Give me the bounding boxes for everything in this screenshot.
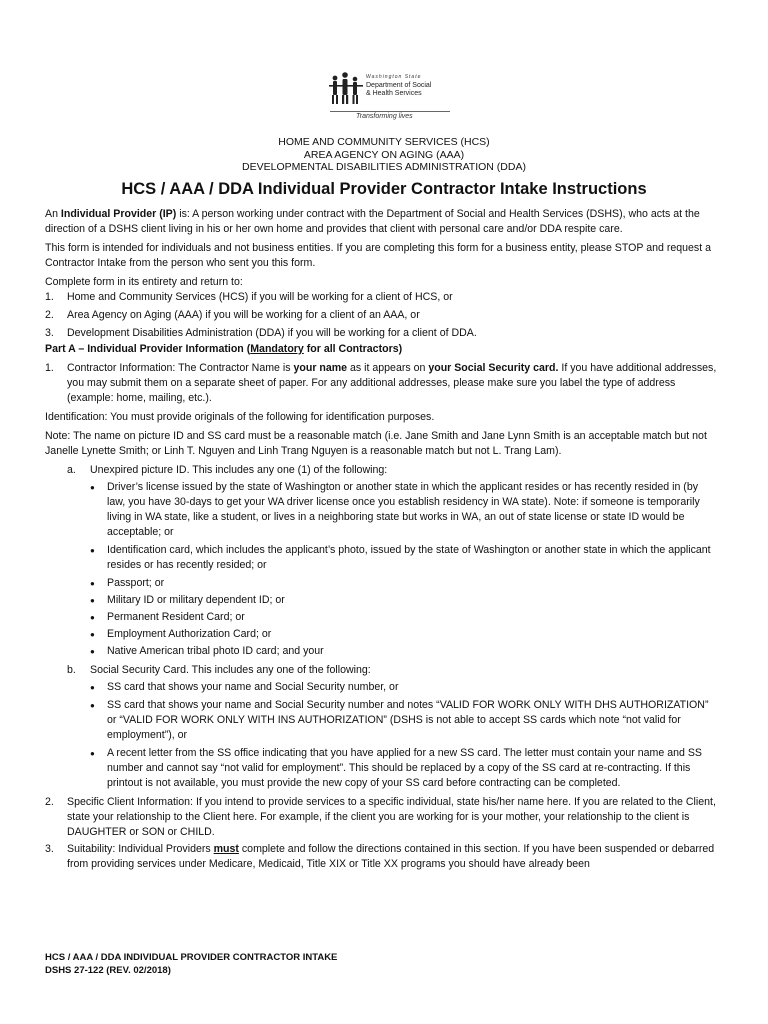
family-figures-icon: [328, 70, 364, 106]
intended-paragraph: This form is intended for individuals and not business entities. If you are completing this form for a business entity, please STOP and request a Contractor Intake from the person who sent you this form.: [45, 242, 711, 269]
picture-id-list: [45, 480, 717, 659]
suitability-item: 3. Suitability: Individual Providers must complete and follow the directions contained in this section. If you have been suspended or debarred from providing services under Medicare, Medicaid, Title XIX or Title XX programs you should have already been: [45, 843, 715, 870]
agency-line: HOME AND COMMUNITY SERVICES (HCS): [278, 136, 490, 148]
list-item: ● Employment Authorization Card; or: [90, 627, 717, 642]
complete-intro: Complete form in its entirety and return to:: [45, 276, 243, 288]
agency-line: DEVELOPMENTAL DISABILITIES ADMINISTRATION (DDA): [242, 161, 526, 173]
specific-client-item: 2. Specific Client Information: If you intend to provide services to a specific individual, state his/her name here. If you are related to the Client, state your relationship to the Client here. For example, if the client you are working for is your mother, your relationship to the client is DAUGHTER or SON or CHILD.: [45, 796, 716, 838]
list-item: ● Passport; or: [90, 576, 717, 591]
list-item: ● SS card that shows your name and Social Security number and notes “VALID FOR WORK ONLY WITH DHS AUTHORIZATION” or “VALID FOR WORK ONLY WITH INS AUTHORIZATION” (DSHS is not able to accept SS cards which note “not valid for employment”), or: [90, 698, 717, 743]
list-item: ● Native American tribal photo ID card; and your: [90, 644, 717, 659]
page-footer: [45, 952, 337, 977]
logo-divider: [330, 111, 450, 112]
document-title: HCS / AAA / DDA Individual Provider Contractor Intake Instructions: [121, 180, 647, 198]
picture-id-subitem: a. Unexpired picture ID. This includes any one (1) of the following:: [67, 464, 388, 476]
logo-state-text: Washington State: [366, 74, 422, 80]
dshs-logo: [326, 68, 456, 124]
ip-definition: An Individual Provider (IP) is: A person working under contract with the Department of Social and Health Services (DSHS), who acts at the direction of a DSHS client living in his or her own home and provides that client with personal care and/or DDA respite care.: [45, 208, 700, 235]
ss-card-list: [45, 680, 717, 791]
ss-card-subitem: b. Social Security Card. This includes any one of the following:: [67, 664, 371, 676]
list-item: 2. Area Agency on Aging (AAA) if you will be working for a client of an AAA, or: [45, 309, 420, 321]
identification-text: Identification: You must provide originals of the following for identification purposes.: [45, 411, 435, 423]
agency-line: AREA AGENCY ON AGING (AAA): [303, 148, 465, 161]
footer-form-title: HCS / AAA / DDA INDIVIDUAL PROVIDER CONTRACTOR INTAKE: [45, 952, 338, 963]
list-item: ● A recent letter from the SS office indicating that you have applied for a new SS card. The letter must contain your name and SS number and cannot say “not valid for employment”. This should be replaced by a copy of the SS card at re-contracting. If this printout is not available, you must provide the new copy of your SS card before contracting can be completed.: [90, 746, 717, 791]
logo-department-text: Department of Social & Health Services: [366, 82, 432, 97]
name-match-note: Note: The name on picture ID and SS card must be a reasonable match (i.e. Jane Smith and Jane Lynn Smith is an acceptable match but not Janelle Lynette Smith; or Linh T. Nguyen and Linh Trang Nguyen is a reasonable match but not L. Trang Lam).: [45, 430, 707, 457]
list-item: 1. Home and Community Services (HCS) if you will be working for a client of HCS, or: [45, 291, 453, 303]
footer-form-number: DSHS 27-122 (REV. 02/2018): [45, 964, 171, 976]
contractor-information-item: 1. Contractor Information: The Contractor Name is your name as it appears on your Social Security card. If you have additional addresses, you may submit them on a separate sheet of paper. For any additional addresses, please make sure you label the type of address (example: home, mailing, etc.).: [45, 362, 717, 404]
logo-tagline: Transforming lives: [356, 113, 413, 120]
list-item: ● Identification card, which includes the applicant’s photo, issued by the state of Washington or another state in which the applicant resides or has recently resided; or: [90, 543, 717, 573]
list-item: ● Permanent Resident Card; or: [90, 610, 717, 625]
list-item: 3. Development Disabilities Administration (DDA) if you will be working for a client of DDA.: [45, 327, 477, 339]
instructions-body: [45, 207, 717, 872]
list-item: ● Military ID or military dependent ID; or: [90, 593, 717, 608]
list-item: ● SS card that shows your name and Social Security number, or: [90, 680, 717, 695]
list-item: ● Driver’s license issued by the state of Washington or another state in which the applicant resides or has recently resided in (by law, you have 30-days to get your WA driver license once you establish residency in WA state). Note: if someone is temporarily living in WA state, like a student, or lives in a neighboring state but works in WA, an out of state license or state ID would be acceptable; or: [90, 480, 717, 540]
agency-header: [0, 136, 768, 174]
part-a-heading: Part A – Individual Provider Information (Mandatory for all Contractors): [45, 343, 403, 355]
